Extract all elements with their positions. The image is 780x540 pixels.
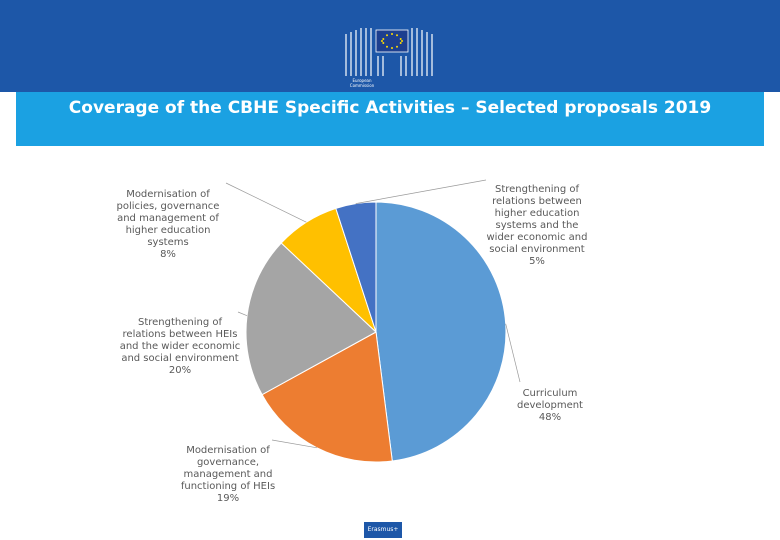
erasmus-badge: Erasmus+ [364, 522, 402, 538]
leader-line [356, 180, 486, 204]
slice-name: Curriculum development [517, 388, 583, 411]
leader-line [226, 183, 306, 222]
slice-name: Strengthening of relations between higher education systems and the wider economic and social environment [486, 184, 588, 255]
slice-percent: 8% [160, 249, 176, 260]
label-relations-heis [118, 305, 242, 377]
slice-percent: 48% [538, 412, 562, 423]
slice-percent: 19% [216, 493, 240, 504]
slice-name: Modernisation of policies, governance and management of higher education systems [116, 189, 220, 248]
label-curriculum [500, 376, 600, 424]
slice-name: Strengthening of relations between HEIs and the wider economic and social environment [119, 317, 241, 364]
label-governance-heis [172, 433, 284, 505]
label-relations-systems [482, 172, 592, 268]
slice-percent: 5% [529, 256, 545, 267]
slice-percent: 20% [168, 365, 192, 376]
logo-caption: European Commission [349, 78, 375, 88]
slice-name: Modernisation of governance, management and functioning of HEIs [180, 445, 276, 492]
label-policies-systems [106, 177, 230, 261]
leader-line [506, 324, 520, 382]
page-title: Coverage of the CBHE Specific Activities – Selected proposals 2019 [16, 92, 764, 146]
